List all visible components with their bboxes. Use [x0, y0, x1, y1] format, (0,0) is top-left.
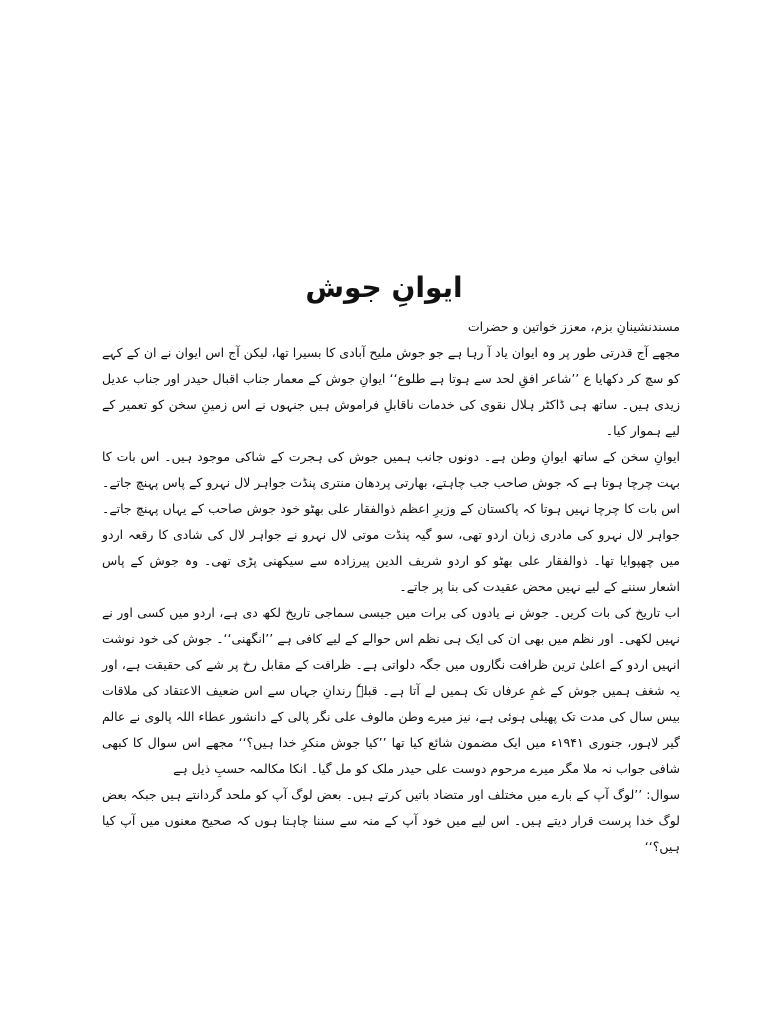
document-body: [102, 314, 680, 860]
paragraph-2: ایوانِ سخن کے ساتھ ایوانِ وطن ہے۔ دونوں جانب ہمیں جوش کی ہجرت کے شاکی موجود ہیں۔ اس بات کا بہت چرچا ہوتا ہے کہ جوش صاحب جب چاہتے، بھارتی پردھان منتری پنڈت جواہر لال نہرو کے پاس پہنچ جاتے۔ اس بات کا چرچا نہیں ہوتا کہ پاکستان کے وزیرِ اعظم ذوالفقار علی بھٹو خود جوش صاحب کے یہاں پہنچ جاتے۔ جواہر لال نہرو کی مادری زبان اردو تھی، سو گیہ پنڈت موتی لال نہرو نے جواہر لال کی شادی کا رقعہ اردو میں چھپوایا تھا۔ ذوالفقار علی بھٹو کو اردو شریف الدین پیرزادہ سے سیکھنی پڑی تھی۔ وہ جوش کے پاس اشعار سننے کے لیے نہیں محض عقیدت کی بنا پر جاتے۔: [102, 449, 680, 594]
document-title: ایوانِ جوش: [305, 271, 463, 304]
paragraph-4: سوال: ’’لوگ آپ کے بارے میں مختلف اور متضاد باتیں کرتے ہیں۔ بعض لوگ آپ کو ملحد گردانتے ہیں جبکہ بعض لوگ خدا پرست قرار دیتے ہیں۔ اس لیے میں خود آپ کے منہ سے سننا چاہتا ہوں کہ صحیح معنوں میں آپ کیا ہیں؟‘‘: [102, 787, 680, 854]
salutation-line: مسندنشینانِ بزم، معزز خواتین و حضرات: [467, 319, 680, 334]
paragraph-1: مجھے آج قدرتی طور پر وہ ایوان یاد آ رہا ہے جو جوش ملیح آبادی کا بسیرا تھا، لیکن آج اس ایوان نے ان کے کہے کو سچ کر دکھایا ع ’’شاعر افقِ لحد سے ہوتا ہے طلوع‘‘ ایوانِ جوش کے معمار جناب اقبال حیدر اور جناب عدیل زیدی ہیں۔ ساتھ ہی ڈاکٹر ہلال نقوی کی خدمات ناقابلِ فراموش ہیں جنہوں نے اس زمینِ سخن کو تعمیر کے لیے ہموار کیا۔: [102, 345, 680, 438]
paragraph-3: اب تاریخ کی بات کریں۔ جوش نے یادوں کی برات میں جیسی سماجی تاریخ لکھ دی ہے، اردو میں کسی اور نے نہیں لکھی۔ اور نظم میں بھی ان کی ایک ہی نظم اس حوالے کے لیے کافی ہے ’’انگھنی‘‘۔ جوش کی خود نوشت انہیں اردو کے اعلیٰ ترین ظرافت نگاروں میں جگہ دلواتی ہے۔ ظرافت کے مقابل رخ پر شے کی حقیقت ہے، اور یہ شغف ہمیں جوش کے غمِ عرفاں تک ہمیں لے آتا ہے۔ قبلہٗ رندانِ جہاں سے اس ضعیف الاعتقاد کی ملاقات بیس سال کی مدت تک پھیلی ہوئی ہے، نیز میرے وطن مالوف علی نگر پالی کے دانشور عطاء اللہ پالوی نے عالم گیر لاہور، جنوری ۱۹۴۱ء میں ایک مضمون شائع کیا تھا ’’کیا جوش منکرِ خدا ہیں؟‘‘ مجھے اس سوال کا کبھی شافی جواب نہ ملا مگر میرے مرحوم دوست علی حیدر ملک کو مل گیا۔ انکا مکالمہ حسبِ ذیل ہے: [102, 605, 680, 776]
